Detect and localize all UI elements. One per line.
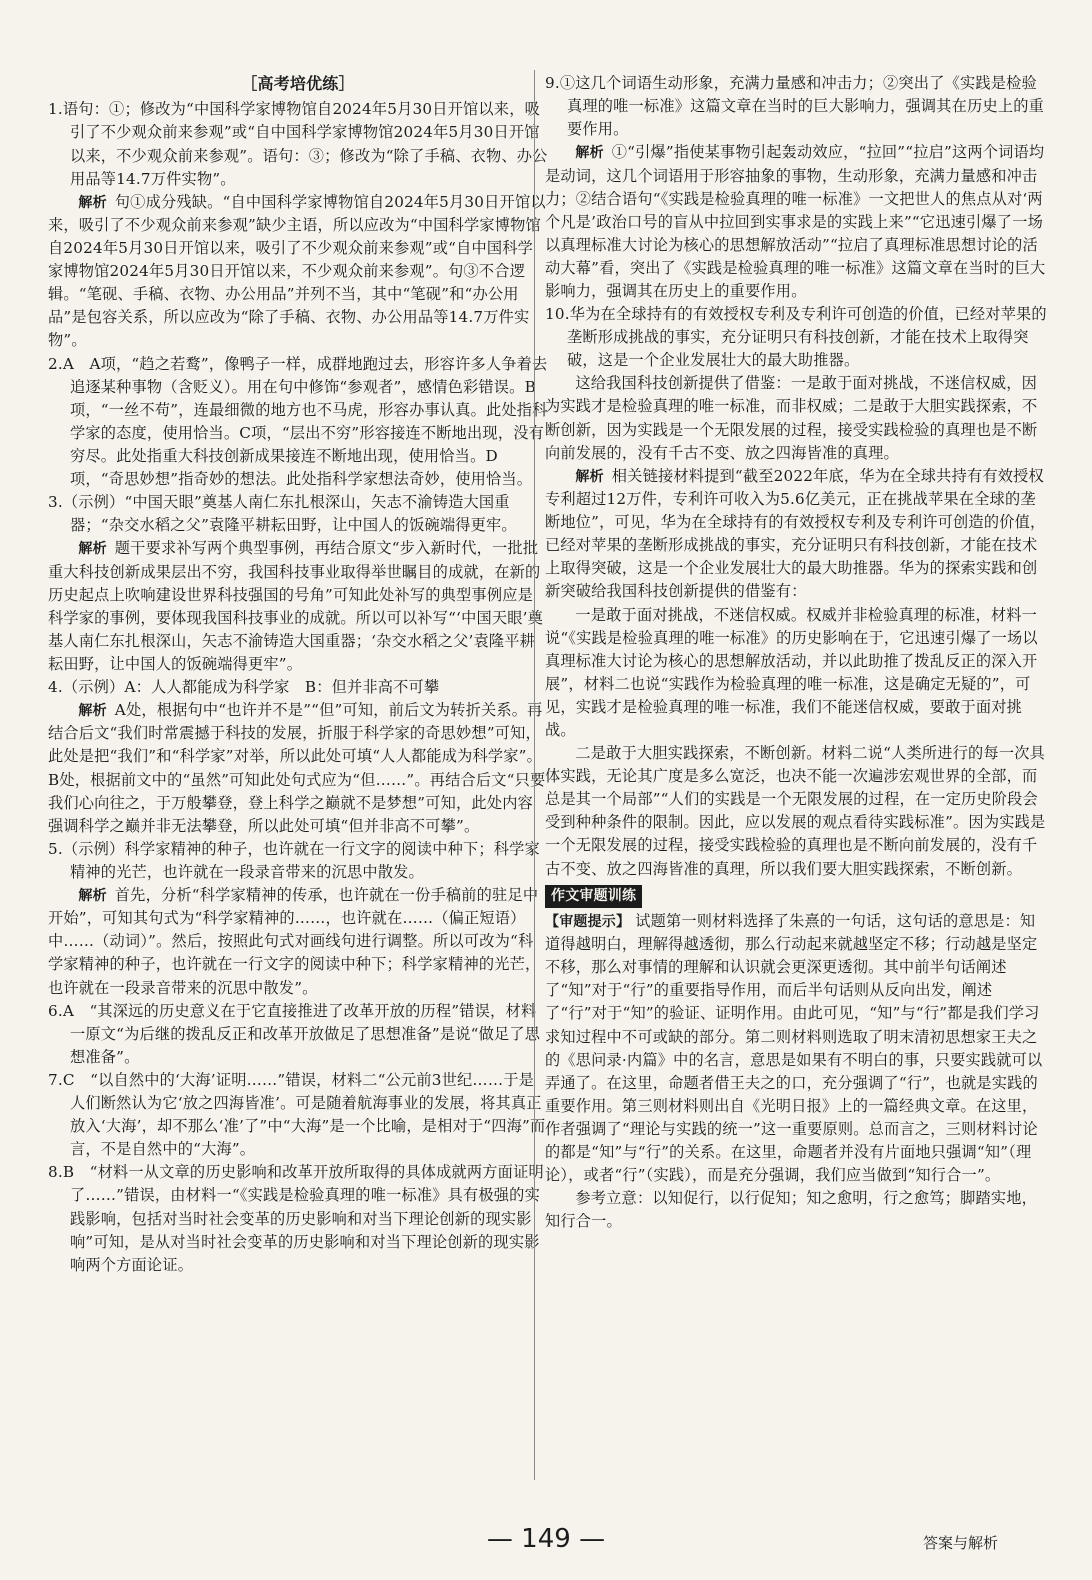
column-divider xyxy=(534,70,535,1480)
footer-label: 答案与解析 xyxy=(922,1534,998,1552)
analysis-text: 题干要求补写两个典型事例，再结合原文“步入新时代，一批批重大科技创新成果层出不穷，我国科技事业取得举世瞩目的成就，在新的历史起点上吹响建设世界科技强国的号角”可知此处补写的典型事例应是科学家的事例，要体现我国科技事业的成就。所以可以补写“‘中国天眼’奠基人南仁东扎根深山，矢志不渝铸造大国重器；‘杂交水稻之父’袁隆平耕耘田野，让中国人的饭碗端得更牢”。 xyxy=(48,539,544,673)
analysis-label: 解析 xyxy=(78,703,107,720)
item-number: 6. xyxy=(48,1001,63,1020)
answer-item xyxy=(48,676,548,699)
reference-thesis: 参考立意：以知促行，以行促知；知之愈明，行之愈笃；脚踏实地，知行合一。 xyxy=(545,1189,1038,1231)
analysis-label: 解析 xyxy=(78,194,107,211)
item-number: 4. xyxy=(48,678,63,696)
answer-item xyxy=(545,72,1050,141)
item-text: A A项，“趋之若鹜”，像鸭子一样，成群地跑过去，形容许多人争着去追逐某种事物（含贬义）。用在句中修饰“参观者”，感情色彩错误。B项，“一丝不苟”，连最细微的地方也不马虎，形容办事认真。此处指科学家的态度，使用恰当。C项，“层出不穷”形容接连不断地出现，没有穷尽。此处指重大科技创新成果接连不断地出现，使用恰当。D项，“奇思妙想”指奇妙的想法。此处指科学家想法奇妙，使用恰当。 xyxy=(62,354,548,488)
item-number: 2. xyxy=(48,354,63,373)
analysis-text: 相关链接材料提到“截至2022年底，华为在全球共持有有效授权专利超过12万件，专利许可收入为5.6亿美元，正在挑战苹果在全球的垄断地位”，可见，华为在全球持有的有效授权专利及专利许可创造的价值，已经对苹果的垄断形成挑战的事实，充分证明只有科技创新，才能在技术上取得突破，这是一个企业发展壮大的最大助推器。华为的探索实践和创新突破给我国科技创新提供的借鉴有： xyxy=(545,466,1046,601)
answer-item xyxy=(48,353,548,492)
item-number: 10. xyxy=(545,305,570,324)
hint-text: 试题第一则材料选择了朱熹的一句话，这句话的意思是：知道得越明白，理解得越透彻，那么行动起来就越坚定不移；行动越是坚定不移，那么对事情的理解和认识就会更深更透彻。其中前半句话阐述了“知”对于“行”的重要指导作用，而后半句话则从反向出发，阐述了“行”对于“知”的验证、证明作用。由此可见，“知”与“行”都是我们学习求知过程中不可或缺的部分。第二则材料则选取了明末清初思想家王夫之的《思问录·内篇》中的名言，意思是如果有不明白的事，只要实践就可以弄通了。在这里，命题者借王夫之的口，充分强调了“行”，也就是实践的重要作用。第三则材料则出自《光明日报》上的一篇经典文章。在这里，作者强调了“理论与实践的统一”这一重要原则。总而言之，三则材料讨论的都是“知”与“行”的关系。在这里，命题者并没有片面地只强调“知”（理论），或者“行”（实践），而是充分强调，我们应当做到“知行合一”。 xyxy=(545,911,1043,1185)
item-text: 华为在全球持有的有效授权专利及专利许可创造的价值，已经对苹果的垄断形成挑战的事实，充分证明只有科技创新，才能在技术上取得突破，这是一个企业发展壮大的最大助推器。 xyxy=(567,305,1047,370)
answer-item xyxy=(48,838,548,884)
answer-item xyxy=(48,491,548,537)
section-title: ［高考培优练］ xyxy=(241,74,355,93)
page-number: — 149 — xyxy=(486,1524,606,1554)
analysis-text: A处，根据句中“也许并不是”“但”可知，前后文为转折关系。再结合后文“我们时常震撼于科技的发展，折服于科学家的奇思妙想”可知，此处是把“我们”和“科学家”对举，所以此处可填“人人都能成为科学家”。B处，根据前文中的“虽然”可知此处句式应为“但……”。再结合后文“只要我们心向往之，于万般攀登，登上科学之巅就不是梦想”可知，此处内容强调科学之巅并非无法攀登，所以此处可填“但并非高不可攀”。 xyxy=(48,701,546,835)
hint-label: 【审题提示】 xyxy=(545,913,631,930)
item-number: 8. xyxy=(48,1163,63,1182)
right-column xyxy=(545,72,1050,1233)
analysis-label: 解析 xyxy=(575,145,604,162)
analysis-paragraph xyxy=(545,141,1050,303)
analysis-paragraph xyxy=(48,884,548,1000)
item-number: 5. xyxy=(48,839,63,858)
answer-paragraph: 二是敢于大胆实践探索，不断创新。材料二说“人类所进行的每一次具体实践，无论其广度是多么宽泛，也决不能一次遍涉宏观世界的全部，而总是其一个局部”“人们的实践是一个无限发展的过程，在一定历史阶段会受到种种条件的限制。因此，应以发展的观点看待实践标准”。因为实践是一个无限发展的过程，接受实践检验的真理也是不断向前发展的，没有千古不变、放之四海皆准的真理，所以我们要大胆实践探索，不断创新。 xyxy=(545,744,1046,878)
left-column xyxy=(48,72,548,1277)
right-items xyxy=(545,72,1050,881)
analysis-label: 解析 xyxy=(78,541,107,558)
analysis-text: 句①成分残缺。“自中国科学家博物馆自2024年5月30日开馆以来，吸引了不少观众前来参观”缺少主语，所以应改为“中国科学家博物馆自2024年5月30日开馆以来，吸引了不少观众前来参观”或“自中国科学家博物馆2024年5月30日开馆以来，不少观众前来参观”。句③不合逻辑。“笔砚、手稿、衣物、办公用品”并列不当，其中“笔砚”和“办公用品”是包容关系，所以应改为“除了手稿、衣物、办公用品等14.7万件实物”。 xyxy=(48,192,546,350)
analysis-paragraph xyxy=(48,537,548,676)
item-number: 7. xyxy=(48,1070,63,1089)
analysis-text: ①“引爆”指使某事物引起轰动效应，“拉回”“拉启”这两个词语均是动词，这几个词语用于形容抽象的事物，生动形象，充满力量感和冲击力；②结合语句“《实践是检验真理的唯一标准》一文把世人的焦点从对‘两个凡是’政治口号的盲从中拉回到实事求是的实践上来”“它迅速引爆了一场以真理标准大讨论为核心的思想解放活动”“拉启了真理标准思想讨论的活动大幕”看，突出了《实践是检验真理的唯一标准》这篇文章在当时的巨大影响力，强调其在历史上的重要作用。 xyxy=(545,143,1046,301)
item-number: 3. xyxy=(48,493,63,512)
item-text: （示例）A：人人都能成为科学家 B：但并非高不可攀 xyxy=(62,678,440,696)
page-footer xyxy=(0,1524,1092,1564)
analysis-label: 解析 xyxy=(575,468,604,485)
item-text: B “材料一从文章的历史影响和改革开放所取得的具体成就两方面证明了……”错误，由材料一“《实践是检验真理的唯一标准》具有极强的实践影响，包括对当时社会变革的历史影响和对当下理论创新的现实影响”可知，是从对当时社会变革的历史影响和对当下理论创新的现实影响两个方面论证。 xyxy=(62,1163,544,1274)
answer-item xyxy=(48,98,548,190)
item-number: 9. xyxy=(545,74,560,92)
essay-section-title: 作文审题训练 xyxy=(545,885,642,908)
analysis-paragraph xyxy=(48,699,548,838)
answer-item xyxy=(48,1069,548,1161)
analysis-text: 首先，分析“科学家精神的传承，也许就在一份手稿前的驻足中开始”，可知其句式为“科学家精神的……，也许就在……（偏正短语）中……（动词）”。然后，按照此句式对画线句进行调整。所以可改为“科学家精神的种子，也许就在一行文字的阅读中种下；科学家精神的光芒，也许就在一段录音带来的沉思中散发”。 xyxy=(48,886,541,997)
item-number: 1. xyxy=(48,100,63,119)
essay-hint xyxy=(545,910,1050,1187)
analysis-label: 解析 xyxy=(78,888,107,905)
answer-item xyxy=(48,1161,548,1276)
item-text: ①这几个词语生动形象，充满力量感和冲击力；②突出了《实践是检验真理的唯一标准》这篇文章在当时的巨大影响力，强调其在历史上的重要作用。 xyxy=(559,74,1045,139)
analysis-paragraph xyxy=(545,465,1050,604)
item-text: （示例）科学家精神的种子，也许就在一行文字的阅读中种下；科学家精神的光芒，也许就在一段录音带来的沉思中散发。 xyxy=(62,839,540,881)
answer-item xyxy=(48,1000,548,1069)
answer-paragraph: 这给我国科技创新提供了借鉴：一是敢于面对挑战，不迷信权威，因为实践才是检验真理的唯一标准，而非权威；二是敢于大胆实践探索，不断创新，因为实践是一个无限发展的过程，接受实践检验的真理也是不断向前发展的，没有千古不变、放之四海皆准的真理。 xyxy=(545,374,1038,462)
item-text: （示例）“中国天眼”奠基人南仁东扎根深山，矢志不渝铸造大国重器；“杂交水稻之父”袁隆平耕耘田野，让中国人的饭碗端得更牢。 xyxy=(62,493,517,535)
item-text: C “以自然中的‘大海’证明……”错误，材料二“公元前3世纪……于是人们断然认为它‘放之四海皆准’。可是随着航海事业的发展，将其真正放入‘大海’，却不那么‘准’了”中“大海”是一个比喻，是相对于“四海”而言，不是自然中的“大海”。 xyxy=(62,1070,546,1159)
answer-paragraph: 一是敢于面对挑战，不迷信权威。权威并非检验真理的标准，材料一说“《实践是检验真理的唯一标准》的历史影响在于，它迅速引爆了一场以真理标准大讨论为核心的思想解放活动，并以此助推了拨乱反正的深入开展”，材料二也说“实践作为检验真理的唯一标准，这是确定无疑的”，可见，实践才是检验真理的唯一标准，我们不能迷信权威，要敢于面对挑战。 xyxy=(545,605,1038,739)
analysis-paragraph xyxy=(48,191,548,353)
answer-item xyxy=(545,303,1050,372)
left-items xyxy=(48,98,548,1276)
item-text: 语句：①；修改为“中国科学家博物馆自2024年5月30日开馆以来，吸引了不少观众前来参观”或“自中国科学家博物馆2024年5月30日开馆以来，不少观众前来参观”。语句：③；修改为“除了手稿、衣物、办公用品等14.7万件实物”。 xyxy=(62,100,548,188)
item-text: A “其深远的历史意义在于它直接推进了改革开放的历程”错误，材料一原文“为后继的拨乱反正和改革开放做足了思想准备”是说“做足了思想准备”。 xyxy=(62,1001,541,1066)
